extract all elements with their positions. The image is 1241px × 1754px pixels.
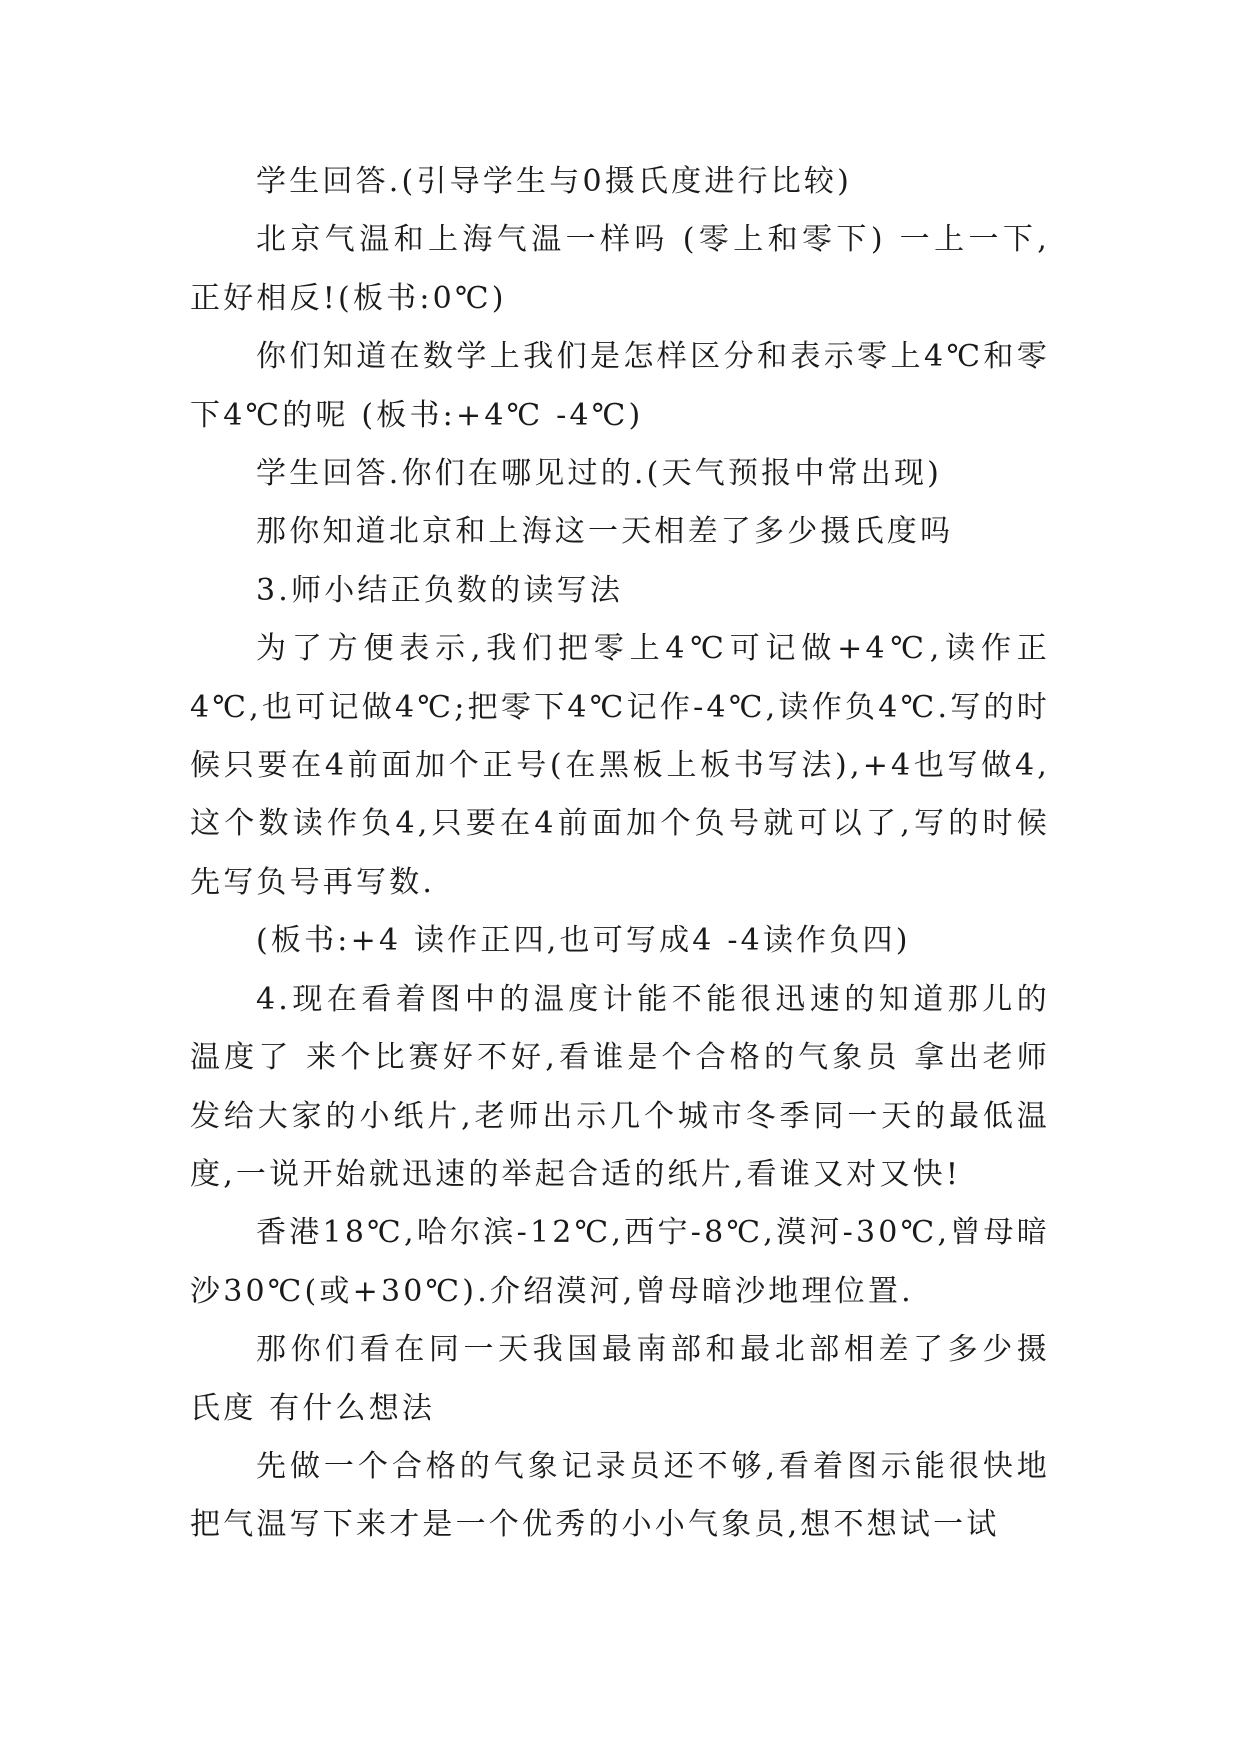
paragraph: 那你们看在同一天我国最南部和最北部相差了多少摄氏度 有什么想法 (190, 1332, 1050, 1426)
paragraph: 为了方便表示,我们把零上4℃可记做+4℃,读作正4℃,也可记做4℃;把零下4℃记作-4℃,读作负4℃.写的时候只要在4前面加个正号(在黑板上板书写法),+4也写做4,这个数读作负4,只要在4前面加个负号就可以了,写的时候先写负号再写数. (190, 631, 1050, 900)
paragraph: 北京气温和上海气温一样吗 (零上和零下) 一上一下,正好相反!(板书:0℃) (190, 222, 1050, 316)
paragraph: 4.现在看着图中的温度计能不能很迅速的知道那儿的温度了 来个比赛好不好,看谁是个合格的气象员 拿出老师发给大家的小纸片,老师出示几个城市冬季同一天的最低温度,一说开始就迅速的举起合适的纸片,看谁又对又快! (190, 981, 1050, 1192)
paragraph: (板书:+4 读作正四,也可写成4 -4读作负四) (256, 923, 911, 959)
paragraph: 学生回答.你们在哪见过的.(天气预报中常出现) (256, 456, 943, 492)
paragraph: 学生回答.(引导学生与0摄氏度进行比较) (256, 164, 853, 199)
paragraph: 那你知道北京和上海这一天相差了多少摄氏度吗 (256, 514, 954, 550)
paragraph: 先做一个合格的气象记录员还不够,看着图示能很快地把气温写下来才是一个优秀的小小气象员,想不想试一试 (190, 1448, 1050, 1543)
document-body (190, 153, 1050, 1555)
section-heading: 3.师小结正负数的读写法 (256, 572, 624, 608)
paragraph: 你们知道在数学上我们是怎样区分和表示零上4℃和零下4℃的呢 (板书:+4℃ -4℃) (190, 339, 1050, 433)
paragraph: 香港18℃,哈尔滨-12℃,西宁-8℃,漠河-30℃,曾母暗沙30℃(或+30℃).介绍漠河,曾母暗沙地理位置. (190, 1215, 1050, 1309)
